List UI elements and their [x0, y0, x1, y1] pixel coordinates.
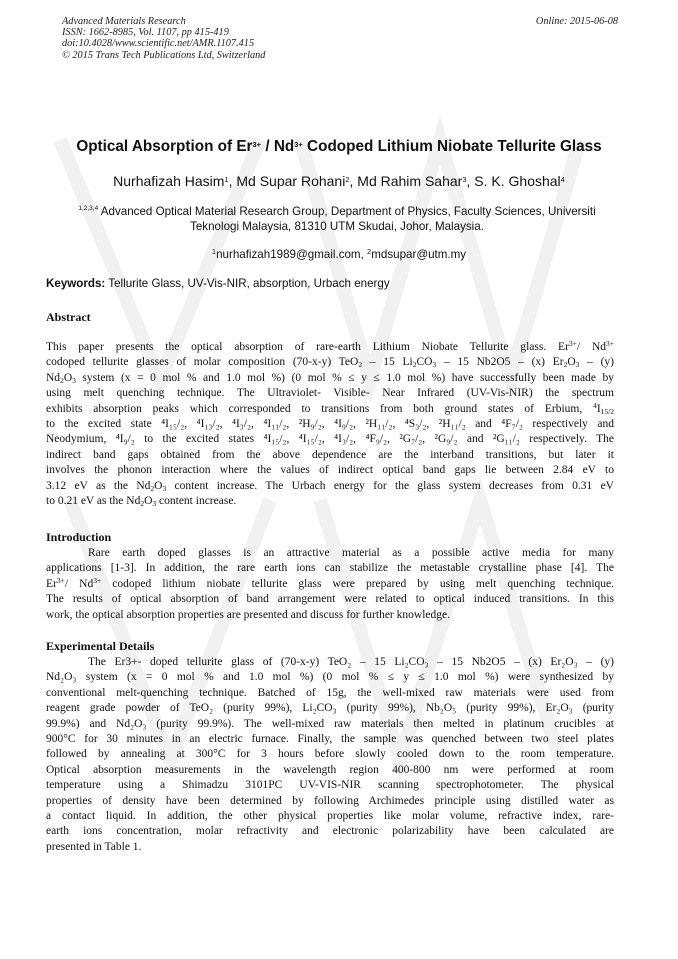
title-part: Codoped Lithium Niobate Tellurite Glass: [302, 138, 602, 155]
text-line: The Er3+- doped tellurite glass of (70-x-y) TeO₂ – 15 Li₂CO₃ – 15 Nb2O5 – (x) Er₂O₃ – (y): [88, 656, 614, 668]
text-line: exhibits absorption peaks which corresponded to transitions from both ground states of Erbium, $^4I_{15/2}$: [46, 400, 614, 416]
text-line: $Er^{3+}/$ $Nd^{3+}$ codoped lithium niobate tellurite glass were prepared by using melt quenching technique.: [46, 575, 614, 590]
text-line: indirect band gaps obtained from the above dependence are the interband transitions, but later it: [46, 448, 614, 461]
author-mark: 4: [560, 175, 565, 184]
experimental-heading: Experimental Details: [46, 639, 155, 653]
text-line: reagent grade powder of TeO₂ (purity 99%), Li₂CO₃ (purity 99%), Nb₂O₅ (purity 99%), Er₂O₃ (purity: [46, 702, 614, 715]
abstract-heading: Abstract: [46, 310, 91, 324]
journal-name: Advanced Materials Research: [62, 16, 186, 27]
journal-header: [62, 16, 618, 61]
text-line: Neodymium, ⁴I₉/₂ to the excited states ⁴I₁₅/₂, ⁴I₁₅/₂, ⁴I₃/₂, ⁴F₉/₂, ²G₇/₂, ²G₉/₂ and ²G₁₁/₂ respectively. The: [46, 433, 614, 446]
online-date: Online: 2015-06-08: [535, 16, 618, 27]
author-mark: 2: [345, 175, 350, 184]
title-part: / Nd: [261, 138, 295, 155]
email-mark: 2: [367, 247, 372, 256]
title-part: Optical Absorption of Er: [76, 138, 253, 155]
doi-line: doi:10.4028/www.scientific.net/AMR.1107.415: [62, 38, 255, 50]
keywords-label: Keywords:: [46, 277, 106, 290]
text-line: followed by annealing at 300°C for 3 hours before slowly cooled down to the room temperature.: [46, 748, 614, 761]
text-line: using melt quenching technique. The Ultraviolet- Visible- Near Infrared (UV-Vis-NIR) the spectrum: [46, 387, 614, 400]
text-line: Rare earth doped glasses is an attractive material as a possible active media for many: [88, 547, 614, 559]
introduction-heading: Introduction: [46, 530, 112, 544]
author-list: Nurhafizah Hasim$^1$, Md Supar Rohani$^2$, Md Rahim Sahar$^3$, S. K. Ghoshal$^4$: [113, 173, 565, 189]
text-line: $Nd_2O_3$ system (x = 0 mol % and 1.0 mol %) (0 mol % ≤ y ≤ 1.0 mol %) have successfully been made by: [46, 371, 614, 385]
text-line: a contact liquid. In addition, the other physical properties like molar volume, refractive index, rare-: [46, 810, 614, 823]
author-name: Nurhafizah Hasim: [113, 173, 225, 189]
text-line: to 0.21 eV as the $Nd_2O_3$ content increase.: [46, 495, 237, 509]
text-line: 99.9%) and Nd₂O₃ (purity 99.9%). The well-mixed raw materials then melted in platinum crucibles at: [46, 717, 614, 730]
author-name: Md Rahim Sahar: [357, 173, 463, 189]
affiliation-marks: 1,2,3,4: [78, 205, 99, 212]
affiliation-line: Advanced Optical Material Research Group, Department of Physics, Faculty Sciences, Universiti: [98, 205, 596, 218]
keywords-text: Tellurite Glass, UV-Vis-NIR, absorption, Urbach energy: [105, 277, 390, 290]
copyright-line: © 2015 Trans Tech Publications Ltd, Switzerland: [62, 49, 266, 61]
author-mark: 3: [462, 175, 467, 184]
introduction-body: [46, 546, 614, 623]
text-line: Nd₂O₃ system (x = 0 mol % and 1.0 mol %) (0 mol % ≤ y ≤ 1.0 mol %) were synthesized by: [46, 671, 614, 684]
email-address[interactable]: mdsupar@utm.my: [371, 248, 467, 261]
author-mark: 1: [224, 175, 229, 184]
issn-line: ISSN: 1662-8985, Vol. 1107, pp 415-419: [62, 27, 229, 39]
paper-title: [0, 138, 678, 156]
text-line: Optical absorption measurements in the wavelength region 400-800 nm were performed at room: [46, 763, 614, 776]
text-line: The results of optical absorption of band arrangement were related to optical induced transitions. In this: [46, 593, 614, 606]
text-line: This paper presents the optical absorption of rare-earth Lithium Niobate Tellurite glass. $Er^{3+}/$ $Nd^{3+}$: [46, 339, 615, 353]
text-line: codoped tellurite glasses of molar composition (70-x-y) TeO$_2$ – 15 $Li_2CO_3 - 15$ Nb2O5 – (x) $Er_2O_3 - (y)$: [46, 356, 614, 370]
author-name: S. K. Ghoshal: [474, 173, 561, 189]
text-line: presented in Table 1.: [46, 840, 142, 853]
text-line: conventional melt-quenching technique. Batched of 15g, the well-mixed raw materials were used from: [46, 686, 614, 699]
text-line: 900°C for 30 minutes in an electric furnace. Finally, the sample was quenched between two steel plates: [46, 733, 614, 746]
text-line: temperature using a Shimadzu 3101PC UV-VIS-NIR scanning spectrophotometer. The physical: [46, 779, 614, 792]
abstract-body: [46, 340, 614, 509]
text-line: properties of density have been determined by following Archimedes principle using distilled water as: [46, 794, 614, 807]
affiliation: [46, 204, 628, 234]
title-sup: 3+: [294, 140, 303, 149]
text-line: earth ions concentration, molar refractivity and electronic polarizability have been calculated are: [46, 825, 614, 838]
experimental-body: [46, 655, 614, 855]
email-mark: 1: [211, 247, 217, 256]
text-line: work, the optical absorption properties are presented and discuss for further knowledge.: [46, 608, 450, 621]
text-line: to the excited state ⁴I₁₅/₂, ⁴I₁₃/₂, ⁴I₃/₂, ⁴I₁₁/₂, ²H₉/₂, ⁴I₉/₂, ²H₁₁/₂, ⁴S₃/₂, ²H₁₁/₂ and ⁴F₇/₂ respectively and: [46, 418, 614, 431]
text-line: involves the phonon interaction where the values of indirect optical band gaps lie between 2.84 eV to: [46, 464, 614, 477]
affiliation-line: Teknologi Malaysia, 81310 UTM Skudai, Johor, Malaysia.: [190, 220, 484, 233]
keywords: [46, 277, 628, 290]
text-line: applications [1-3]. In addition, the rare earth ions can stabilize the metastable crystalline phase [4]. The: [46, 562, 614, 575]
author-emails: [0, 248, 678, 261]
email-address[interactable]: nurhafizah1989@gmail.com,: [216, 248, 368, 261]
text-line: 3.12 eV as the $Nd_2O_3$ content increase. The Urbach energy for the glass system decreases from 0.31 eV: [46, 479, 614, 493]
author-name: Md Supar Rohani: [236, 173, 346, 189]
title-sup: 3+: [252, 140, 262, 149]
